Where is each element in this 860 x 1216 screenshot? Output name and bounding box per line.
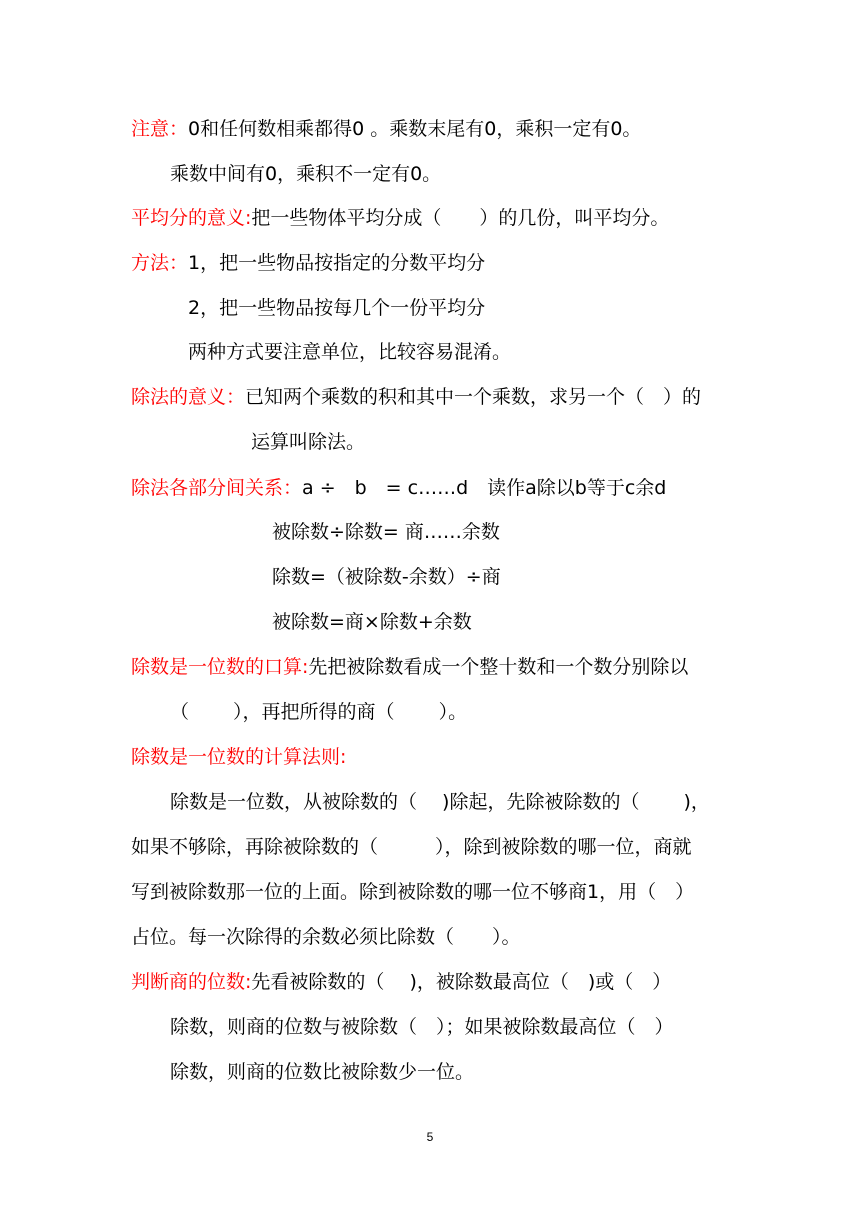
line-text: 除数，则商的位数与被除数（ ）；如果被除数最高位（ ） <box>170 1016 674 1038</box>
line-text: a ÷ b = c……d 读作a除以b等于c余d <box>302 477 667 499</box>
heading-division-parts: 除法各部分间关系： <box>131 477 303 499</box>
line-18 <box>131 880 694 904</box>
heading-oral-division: 除数是一位数的口算: <box>131 656 309 678</box>
heading-division-rule: 除数是一位数的计算法则: <box>131 746 347 768</box>
line-5 <box>188 296 485 320</box>
line-text: 乘数中间有0，乘积不一定有0。 <box>170 163 442 185</box>
line-text: 先把被除数看成一个整十数和一个数分别除以 <box>308 656 689 678</box>
line-text: （ ），再把所得的商（ ）。 <box>170 701 468 723</box>
line-21 <box>170 1015 674 1039</box>
line-3 <box>131 206 669 230</box>
formula-text: 被除数=商×除数+余数 <box>272 611 472 633</box>
line-text: 1，把一些物品按指定的分数平均分 <box>188 252 486 274</box>
line-text: 把一些物体平均分成（ ）的几份，叫平均分。 <box>251 207 670 229</box>
heading-note: 注意： <box>131 118 189 140</box>
heading-method: 方法： <box>131 252 189 274</box>
line-text: 占位。每一次除得的余数必须比除数（ ）。 <box>131 926 521 948</box>
line-8 <box>251 430 365 454</box>
line-12 <box>272 610 472 634</box>
formula-text: 被除数÷除数= 商……余数 <box>272 521 500 543</box>
line-20 <box>131 970 671 994</box>
line-17 <box>131 835 692 859</box>
line-9 <box>131 476 666 500</box>
line-text: 0和任何数相乘都得0 。乘数末尾有0，乘积一定有0。 <box>188 118 642 140</box>
line-19 <box>131 925 521 949</box>
heading-division-meaning: 除法的意义： <box>131 386 246 408</box>
line-text: 如果不够除，再除被除数的（ ），除到被除数的哪一位，商就 <box>131 836 692 858</box>
line-text: 2，把一些物品按每几个一份平均分 <box>188 297 486 319</box>
line-text: 除数，则商的位数比被除数少一位。 <box>170 1061 475 1083</box>
line-15 <box>131 745 346 769</box>
line-text: 已知两个乘数的积和其中一个乘数，求另一个（ ）的 <box>245 386 702 408</box>
line-4 <box>131 251 485 275</box>
line-14 <box>170 700 467 724</box>
line-1 <box>131 117 641 141</box>
line-22 <box>170 1060 474 1084</box>
line-13 <box>131 655 688 679</box>
line-text: 两种方式要注意单位，比较容易混淆。 <box>188 341 512 363</box>
line-7 <box>131 385 701 409</box>
line-text: 写到被除数那一位的上面。除到被除数的哪一位不够商1，用（ ） <box>131 881 695 903</box>
line-text: 运算叫除法。 <box>251 431 366 453</box>
line-2 <box>170 162 441 186</box>
line-6 <box>188 340 511 364</box>
line-text: 先看被除数的（ )，被除数最高位（ )或（ ） <box>251 971 672 993</box>
formula-text: 除数=（被除数-余数）÷商 <box>272 566 501 588</box>
page-number: 5 <box>426 1130 434 1144</box>
line-text: 除数是一位数，从被除数的（ )除起，先除被除数的（ )， <box>170 791 710 813</box>
line-16 <box>170 790 710 814</box>
heading-quotient-digits: 判断商的位数: <box>131 971 252 993</box>
heading-average-meaning: 平均分的意义: <box>131 207 252 229</box>
line-10 <box>272 520 500 544</box>
line-11 <box>272 565 501 589</box>
